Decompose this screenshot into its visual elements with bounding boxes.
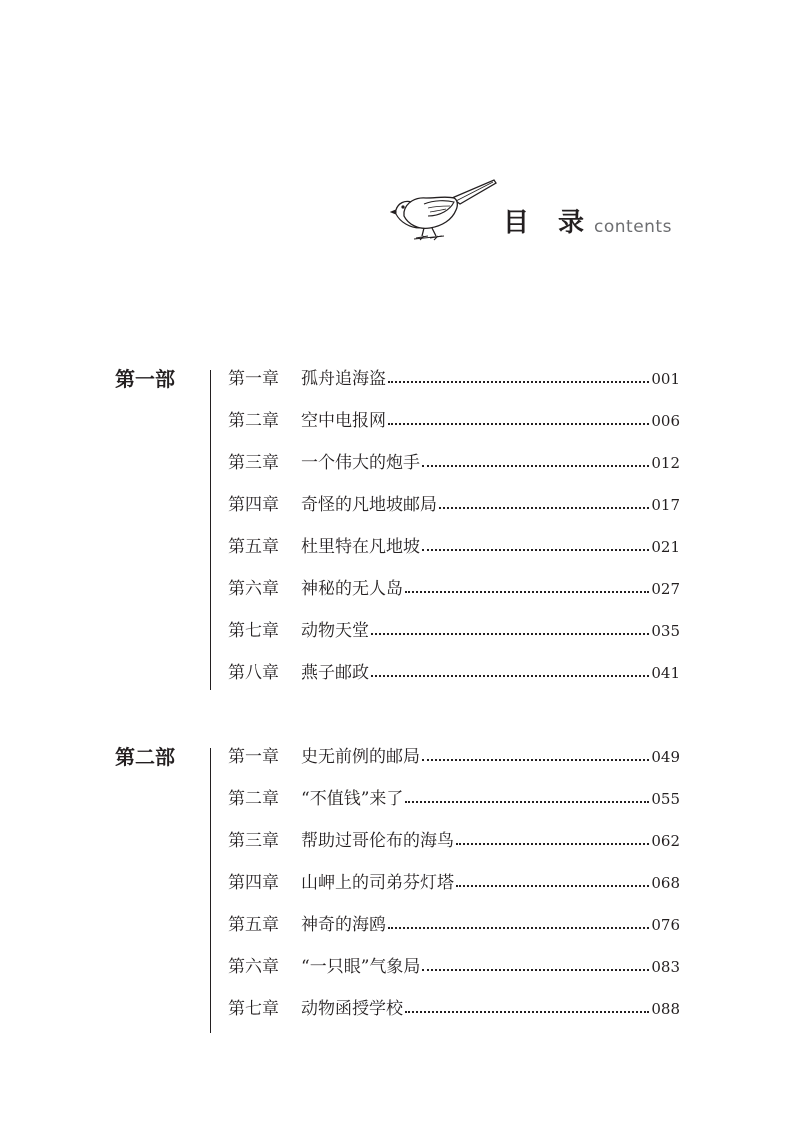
toc-title-lu: 录 (558, 208, 585, 238)
chapter-page: 021 (651, 538, 680, 556)
chapter-entry[interactable] (228, 661, 680, 703)
bird-icon (390, 176, 500, 244)
leader-dots (422, 955, 649, 971)
chapter-list (228, 745, 680, 1039)
leader-dots (388, 913, 649, 929)
chapter-title: 帮助过哥伦布的海鸟 (301, 831, 454, 851)
chapter-entry[interactable] (228, 451, 680, 493)
chapter-title: 神奇的海鸥 (301, 915, 386, 935)
chapter-title: “不值钱”来了 (301, 789, 404, 809)
leader-dots (405, 997, 649, 1013)
chapter-page: 001 (651, 370, 680, 388)
toc-title-mu: 目 (503, 208, 530, 238)
chapter-number: 第五章 (228, 537, 279, 557)
chapter-entry[interactable] (228, 493, 680, 535)
leader-dots (405, 787, 649, 803)
chapter-page: 076 (651, 916, 680, 934)
chapter-page: 055 (651, 790, 680, 808)
chapter-entry[interactable] (228, 745, 680, 787)
chapter-page: 062 (651, 832, 680, 850)
chapter-entry[interactable] (228, 955, 680, 997)
chapter-number: 第三章 (228, 453, 279, 473)
leader-dots (388, 367, 649, 383)
chapter-number: 第七章 (228, 999, 279, 1019)
chapter-entry[interactable] (228, 367, 680, 409)
chapter-page: 006 (651, 412, 680, 430)
chapter-title: 神秘的无人岛 (301, 579, 403, 599)
chapter-title: 杜里特在凡地坡 (301, 537, 420, 557)
chapter-entry[interactable] (228, 535, 680, 577)
chapter-entry[interactable] (228, 871, 680, 913)
chapter-number: 第二章 (228, 411, 279, 431)
part-label: 第一部 (115, 367, 175, 391)
chapter-number: 第六章 (228, 579, 279, 599)
chapter-page: 068 (651, 874, 680, 892)
part-divider (210, 748, 211, 1033)
chapter-number: 第五章 (228, 915, 279, 935)
chapter-number: 第一章 (228, 369, 279, 389)
chapter-number: 第四章 (228, 495, 279, 515)
chapter-page: 027 (651, 580, 680, 598)
leader-dots (405, 577, 649, 593)
chapter-title: 一个伟大的炮手 (301, 453, 420, 473)
chapter-page: 017 (651, 496, 680, 514)
chapter-title: 空中电报网 (301, 411, 386, 431)
chapter-number: 第七章 (228, 621, 279, 641)
chapter-entry[interactable] (228, 619, 680, 661)
chapter-title: 史无前例的邮局 (301, 747, 420, 767)
chapter-title: 燕子邮政 (301, 663, 369, 683)
chapter-entry[interactable] (228, 409, 680, 451)
chapter-entry[interactable] (228, 829, 680, 871)
leader-dots (422, 535, 649, 551)
chapter-entry[interactable] (228, 787, 680, 829)
chapter-number: 第二章 (228, 789, 279, 809)
chapter-list (228, 367, 680, 703)
chapter-title: 动物天堂 (301, 621, 369, 641)
chapter-number: 第六章 (228, 957, 279, 977)
chapter-page: 088 (651, 1000, 680, 1018)
chapter-title: 山岬上的司弟芬灯塔 (301, 873, 454, 893)
chapter-page: 049 (651, 748, 680, 766)
toc-title-en: contents (594, 217, 672, 237)
chapter-entry[interactable] (228, 913, 680, 955)
chapter-page: 035 (651, 622, 680, 640)
chapter-page: 041 (651, 664, 680, 682)
leader-dots (456, 829, 649, 845)
leader-dots (371, 661, 649, 677)
part-label: 第二部 (115, 745, 175, 769)
chapter-page: 083 (651, 958, 680, 976)
leader-dots (422, 745, 649, 761)
chapter-entry[interactable] (228, 997, 680, 1039)
leader-dots (371, 619, 649, 635)
chapter-title: 动物函授学校 (301, 999, 403, 1019)
chapter-number: 第一章 (228, 747, 279, 767)
chapter-title: 孤舟追海盗 (301, 369, 386, 389)
toc-header (390, 176, 690, 246)
chapter-number: 第八章 (228, 663, 279, 683)
chapter-number: 第三章 (228, 831, 279, 851)
chapter-number: 第四章 (228, 873, 279, 893)
chapter-title: “一只眼”气象局 (301, 957, 421, 977)
part-divider (210, 370, 211, 690)
leader-dots (388, 409, 649, 425)
leader-dots (439, 493, 649, 509)
leader-dots (456, 871, 649, 887)
leader-dots (422, 451, 649, 467)
chapter-page: 012 (651, 454, 680, 472)
chapter-entry[interactable] (228, 577, 680, 619)
chapter-title: 奇怪的凡地坡邮局 (301, 495, 437, 515)
